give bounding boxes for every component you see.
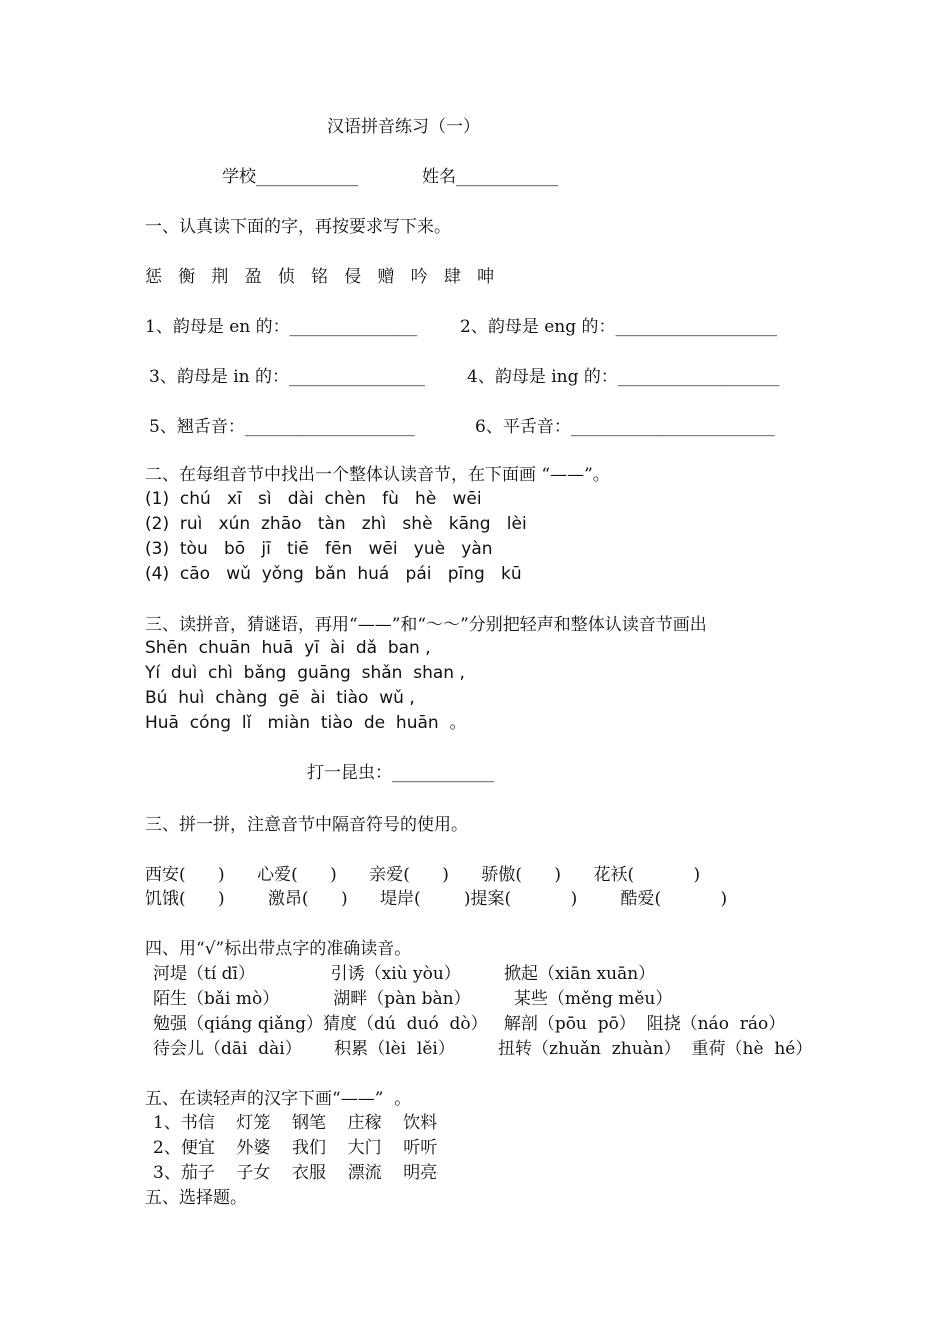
section1-heading: 一、认真读下面的字，再按要求写下来。 <box>145 217 451 237</box>
syllable-group-row: (1) chú xī sì dài chèn fù hè wēi <box>145 489 482 509</box>
question-ing-final[interactable]: 4、韵母是 ing 的：___________________ <box>467 367 780 387</box>
section2-heading: 二、在每组音节中找出一个整体认读音节，在下面画 “——”。 <box>145 465 610 485</box>
reading-choice-row[interactable]: 河堤（tí dī） 引诱（xiù yòu） 掀起（xiān xuān） <box>153 964 656 984</box>
neutral-tone-row: 2、便宜 外婆 我们 大门 听听 <box>153 1138 438 1158</box>
question-eng-final[interactable]: 2、韵母是 eng 的：___________________ <box>460 317 778 337</box>
riddle-line: Bú huì chàng gē ài tiào wǔ , <box>145 688 415 708</box>
question-en-final[interactable]: 1、韵母是 en 的：_______________ <box>145 317 418 337</box>
riddle-line: Huā cóng lǐ miàn tiào de huān 。 <box>145 713 467 733</box>
section5-heading: 四、用“√”标出带点字的准确读音。 <box>145 939 412 959</box>
section4-heading: 三、拼一拼，注意音节中隔音符号的使用。 <box>145 815 468 835</box>
neutral-tone-row: 1、书信 灯笼 钢笔 庄稼 饮料 <box>153 1113 438 1133</box>
syllable-group-row: (4) cāo wǔ yǒng bǎn huá pái pīng kū <box>145 564 522 584</box>
pinyin-blank-row[interactable]: 饥饿( ) 激昂( ) 堤岸( )提案( ) 酷爱( ) <box>145 889 728 909</box>
question-in-final[interactable]: 3、韵母是 in 的：________________ <box>149 367 426 387</box>
riddle-line: Shēn chuān huā yī ài dǎ ban , <box>145 638 431 658</box>
reading-choice-row[interactable]: 待会儿（dāi dài） 积累（lèi lěi） 扭转（zhuǎn zhuàn） 重荷（hè hé） <box>153 1039 813 1059</box>
pinyin-blank-row[interactable]: 西安( ) 心爱( ) 亲爱( ) 骄傲( ) 花袄( ) <box>145 865 701 885</box>
reading-choice-row[interactable]: 勉强（qiáng qiǎng）猜度（dú duó dò） 解剖（pōu pō） 阻挠（náo ráo） <box>153 1014 786 1034</box>
riddle-line: Yí duì chì bǎng guāng shǎn shan , <box>145 663 465 683</box>
section6-heading: 五、在读轻声的汉字下画“——” 。 <box>145 1089 412 1109</box>
question-flat-tongue[interactable]: 6、平舌音：________________________ <box>475 417 775 437</box>
page-title: 汉语拼音练习（一） <box>327 117 480 137</box>
riddle-answer-field[interactable]: 打一昆虫：____________ <box>307 763 494 783</box>
character-list: 惩 衡 荆 盈 侦 铭 侵 赠 吟 肆 呻 <box>145 267 495 287</box>
name-field[interactable]: 姓名____________ <box>422 167 558 187</box>
syllable-group-row: (3) tòu bō jī tiē fēn wēi yuè yàn <box>145 539 493 559</box>
neutral-tone-row: 3、茄子 子女 衣服 漂流 明亮 <box>153 1163 438 1183</box>
section7-heading: 五、选择题。 <box>145 1188 247 1208</box>
reading-choice-row[interactable]: 陌生（bǎi mò） 湖畔（pàn bàn） 某些（měng měu） <box>153 989 673 1009</box>
school-field[interactable]: 学校____________ <box>222 167 358 187</box>
syllable-group-row: (2) ruì xún zhāo tàn zhì shè kāng lèi <box>145 514 527 534</box>
section3-heading: 三、读拼音，猜谜语，再用“——”和“～～”分别把轻声和整体认读音节画出 <box>145 615 707 635</box>
question-retroflex[interactable]: 5、翘舌音：____________________ <box>149 417 415 437</box>
